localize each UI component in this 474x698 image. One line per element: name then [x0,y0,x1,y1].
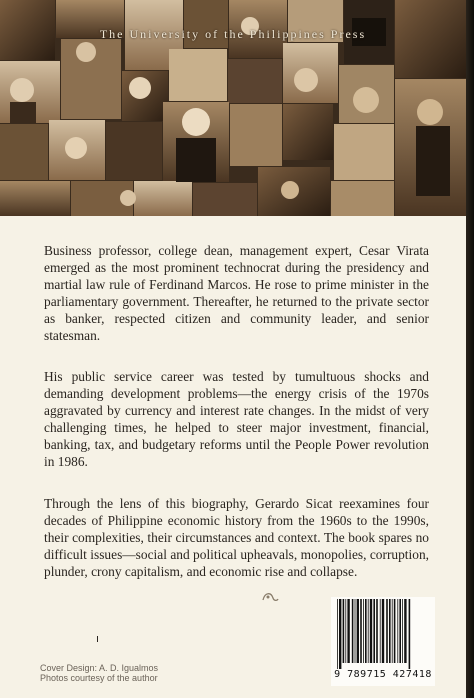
ornament-icon [259,588,279,604]
barcode-bar [365,599,367,663]
barcode-bar [339,599,341,669]
barcode-bar [409,599,411,669]
blurb-paragraph-1: Business professor, college dean, management expert, Cesar Virata emerged as the most prominent technocrat during the presidency and martial law rule of Ferdinand Marcos. He rose to prime minister in the parliamentary government. Thereafter, he returned to the private sector as banker, respected citizen and community leader, and senior statesman. [44,243,429,343]
spine-edge [466,0,474,698]
barcode-bar [389,599,391,663]
barcode-bar [352,599,354,663]
barcode-bar [399,599,401,663]
publisher-name: The University of the Philippines Press [99,27,367,41]
barcode-digits: 9 789715 427418 [334,669,432,680]
blurb-paragraph-2: His public service career was tested by tumultuous shocks and demanding development problems—the energy crisis of the 1970s aggravated by currency and interest rate changes. In the midst of very challenging times, he helped to steer major investment, financial, banking, tax, and budgetary reforms until the People Power revolution in 1986. [44,369,429,469]
barcode-bar [386,599,388,663]
barcode-bar [373,599,375,663]
isbn-barcode [331,597,435,686]
credits [40,663,158,683]
blurb-paragraph-3: Through the lens of this biography, Gerardo Sicat reexamines four decades of Philippine economic history from the 1960s to the 1990s, their complexities, their circumstances and context. The book spares no difficult issues—social and political upheavals, monopolies, corruption, plunder, crony capitalism, and economic rise and collapse. [44,495,429,579]
barcode-bar [392,599,393,663]
barcode-bars [335,599,431,669]
barcode-bar [360,599,362,663]
blurb-text [44,243,429,605]
barcode-bar [404,599,406,663]
barcode-bar [347,599,349,663]
cover-design-credit: Cover Design: A. D. Igualmos [40,663,159,673]
barcode-bar [397,599,398,663]
barcode-bar [370,599,372,663]
barcode-bar [337,599,338,669]
barcode-bar [368,599,369,663]
barcode-bar [394,599,396,663]
stray-mark [97,636,98,642]
barcode-bar [355,599,356,663]
barcode-bar [363,599,364,663]
barcode-bar [380,599,381,663]
barcode-bar [376,599,378,663]
barcode-bar [402,599,403,663]
barcode-bar [343,599,345,663]
photo-collage [0,0,466,216]
barcode-bar [345,599,346,663]
barcode-bar [382,599,384,663]
barcode-bar [357,599,359,663]
photo-credit: Photos courtesy of the author [40,673,158,683]
